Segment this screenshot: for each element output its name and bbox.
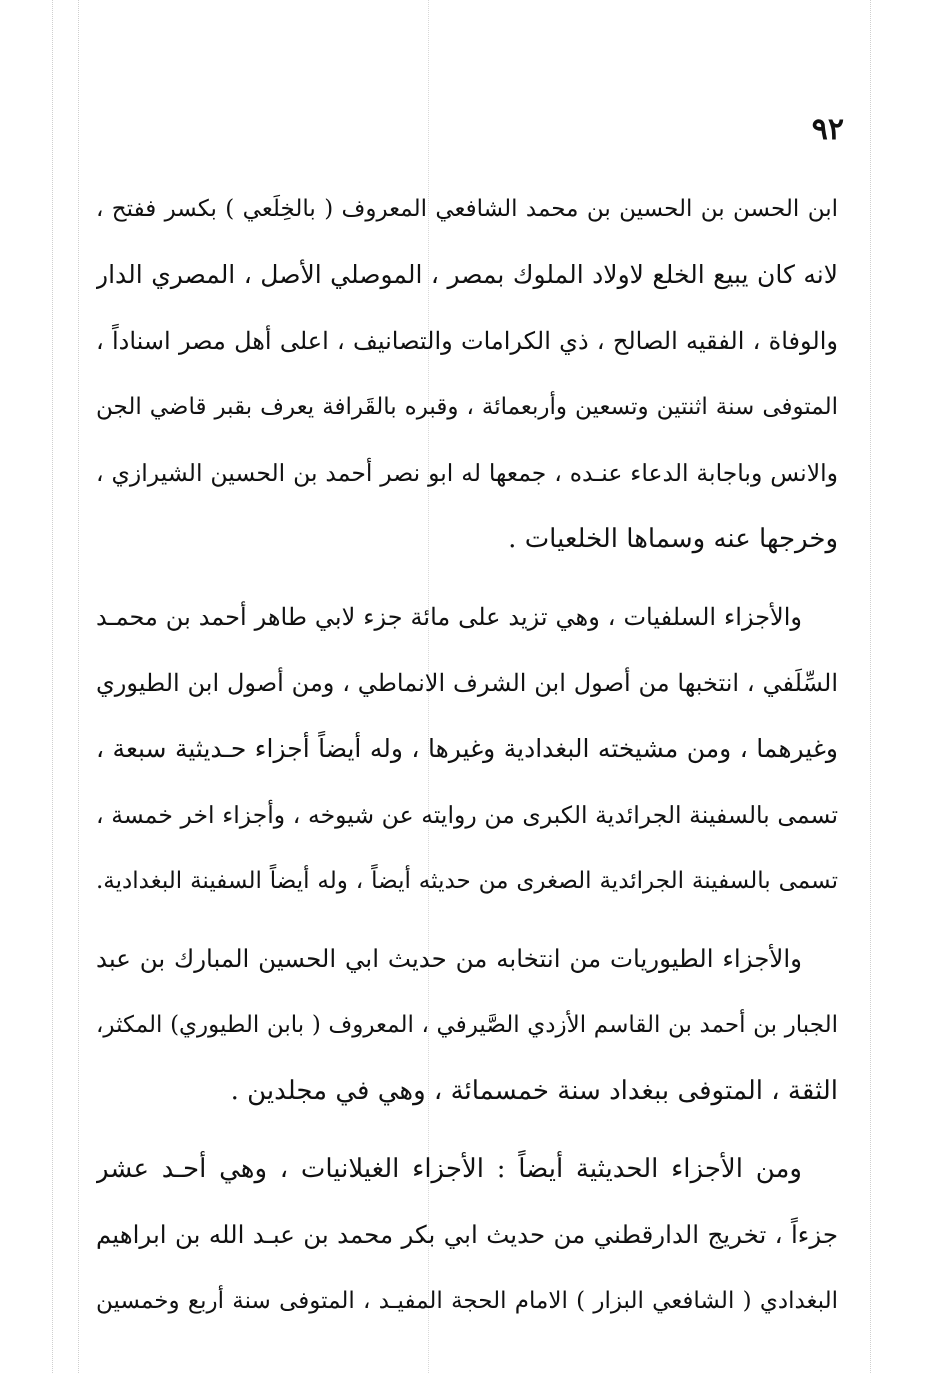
text-line: وغيرهما ، ومن مشيخته البغدادية وغيرها ، وله أيضاً أجزاء حـديثية سبعة ،: [96, 734, 838, 763]
text-line: تسمى بالسفينة الجرائدية الكبرى من روايته عن شيوخه ، وأجزاء اخر خمسة ،: [96, 801, 838, 829]
text-line: وخرجها عنه وسماها الخلعيات .: [508, 524, 838, 554]
text-line: ابن الحسن بن الحسين بن محمد الشافعي المعروف ( بالخِلَعي ) بكسر ففتح ،: [96, 196, 838, 222]
scan-guide-line: [78, 0, 79, 1373]
page-number: ٩٢: [811, 112, 844, 147]
text-line: والأجزاء السلفيات ، وهي تزيد على مائة جزء لابي طاهر أحمد بن محمـد: [96, 603, 802, 631]
body-text: [96, 176, 838, 1346]
paragraph: [96, 176, 838, 572]
text-line: لانه كان يبيع الخلع لاولاد الملوك بمصر ، الموصلي الأصل ، المصري الدار: [96, 260, 838, 289]
paragraph: [96, 584, 838, 914]
text-line: تسمى بالسفينة الجرائدية الصغرى من حديثه أيضاً ، وله أيضاً السفينة البغدادية.: [96, 868, 838, 894]
text-line: المتوفى سنة اثنتين وتسعين وأربعمائة ، وقبره بالقَرافة يعرف بقبر قاضي الجن: [96, 394, 838, 420]
scan-guide-line: [52, 0, 53, 1373]
text-line: السِّلَفي ، انتخبها من أصول ابن الشرف الانماطي ، ومن أصول ابن الطيوري: [96, 669, 838, 697]
text-line: والأجزاء الطيوريات من انتخابه من حديث ابي الحسين المبارك بن عبد: [96, 944, 802, 973]
text-line: جزءاً ، تخريج الدارقطني من حديث ابي بكر محمد بن عبـد الله بن ابراهيم: [96, 1220, 838, 1249]
text-line: البغدادي ( الشافعي البزار ) الامام الحجة المفيـد ، المتوفى سنة أربع وخمسين: [96, 1288, 838, 1314]
text-line: والوفاة ، الفقيه الصالح ، ذي الكرامات والتصانيف ، اعلى أهل مصر اسناداً ،: [96, 327, 838, 355]
text-line: الجبار بن أحمد بن القاسم الأزدي الصَّيرفي ، المعروف ( بابن الطيوري) المكثر،: [96, 1012, 838, 1038]
text-line: الثقة ، المتوفى ببغداد سنة خمسمائة ، وهي في مجلدين .: [230, 1076, 838, 1106]
text-line: والانس وباجابة الدعاء عنـده ، جمعها له ابو نصر أحمد بن الحسين الشيرازي ،: [96, 459, 838, 487]
paragraph: [96, 926, 838, 1124]
paragraph: [96, 1136, 838, 1334]
text-line: ومن الأجزاء الحديثية أيضاً : الأجزاء الغيلانيات ، وهي أحـد عشر: [96, 1154, 802, 1184]
scan-guide-line: [870, 0, 871, 1373]
